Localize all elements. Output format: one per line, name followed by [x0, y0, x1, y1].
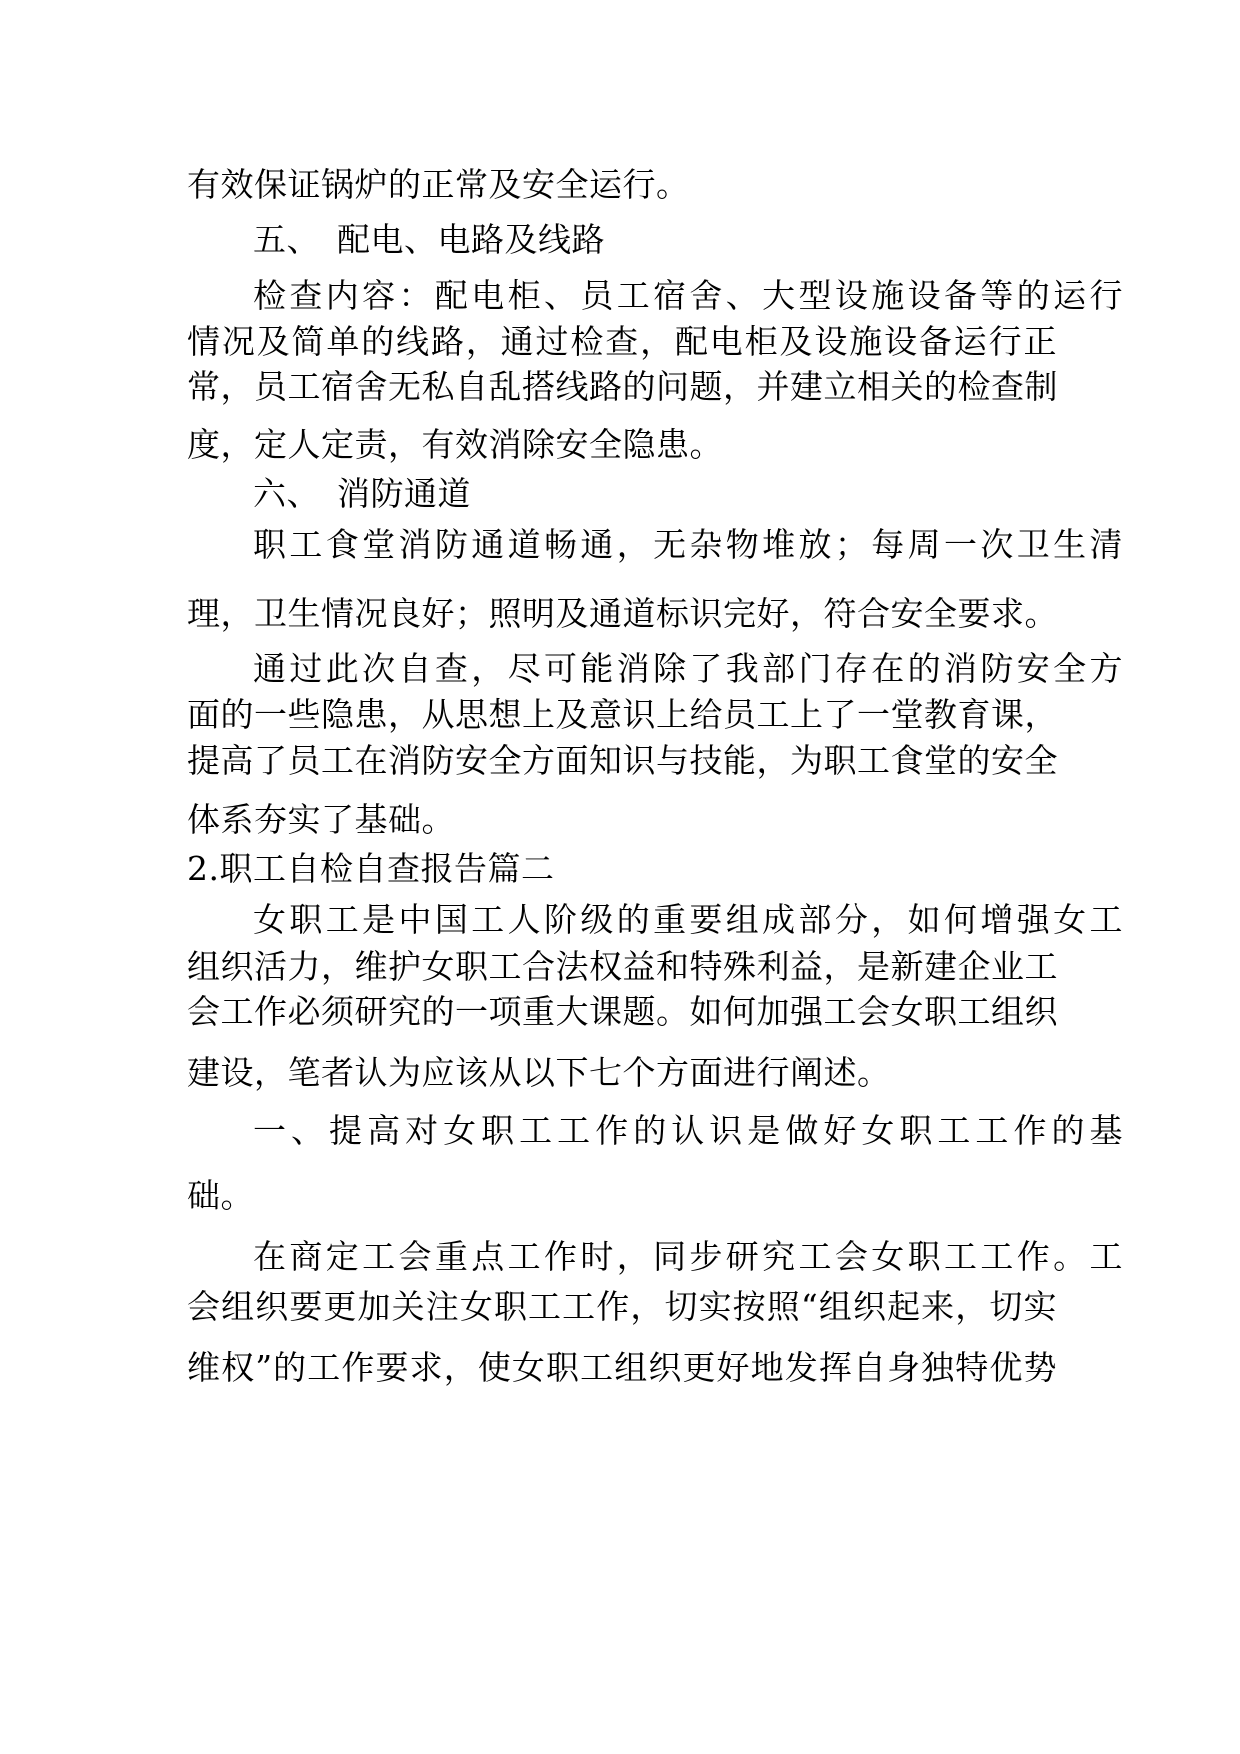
section-heading: 六、 消防通道	[253, 474, 471, 513]
text-line: 建设，笔者认为应该从以下七个方面进行阐述。	[187, 1053, 891, 1092]
text-line: 女职工是中国工人阶级的重要组成部分，如何增强女工	[253, 900, 1123, 939]
text-line: 检查内容：配电柜、员工宿舍、大型设施设备等的运行	[253, 276, 1123, 315]
section-heading: 五、 配电、电路及线路	[253, 220, 605, 259]
text-line: 通过此次自查，尽可能消除了我部门存在的消防安全方	[253, 649, 1123, 688]
text-line: 维权”的工作要求，使女职工组织更好地发挥自身独特优势	[187, 1348, 1057, 1387]
text-line: 职工食堂消防通道畅通，无杂物堆放；每周一次卫生清	[253, 525, 1123, 564]
text-line: 一、提高对女职工工作的认识是做好女职工工作的基	[253, 1111, 1123, 1150]
text-line: 提高了员工在消防安全方面知识与技能，为职工食堂的安全	[187, 741, 1058, 780]
text-line: 常，员工宿舍无私自乱搭线路的问题，并建立相关的检查制	[187, 367, 1058, 406]
text-line: 情况及简单的线路，通过检查，配电柜及设施设备运行正	[187, 322, 1057, 361]
text-line: 面的一些隐患，从思想上及意识上给员工上了一堂教育课，	[187, 695, 1058, 734]
text-line: 础。	[187, 1176, 254, 1215]
text-line: 度，定人定责，有效消除安全隐患。	[187, 425, 723, 464]
text-line: 有效保证锅炉的正常及安全运行。	[187, 165, 690, 204]
text-line: 在商定工会重点工作时，同步研究工会女职工工作。工	[253, 1237, 1123, 1276]
text-line: 理，卫生情况良好；照明及通道标识完好，符合安全要求。	[187, 594, 1058, 633]
section-title: 2.职工自检自查报告篇二	[187, 849, 555, 888]
text-line: 会工作必须研究的一项重大课题。如何加强工会女职工组织	[187, 992, 1058, 1031]
text-line: 体系夯实了基础。	[187, 800, 455, 839]
text-line: 会组织要更加关注女职工工作，切实按照“组织起来，切实	[187, 1287, 1057, 1326]
text-line: 组织活力，维护女职工合法权益和特殊利益，是新建企业工	[187, 947, 1058, 986]
